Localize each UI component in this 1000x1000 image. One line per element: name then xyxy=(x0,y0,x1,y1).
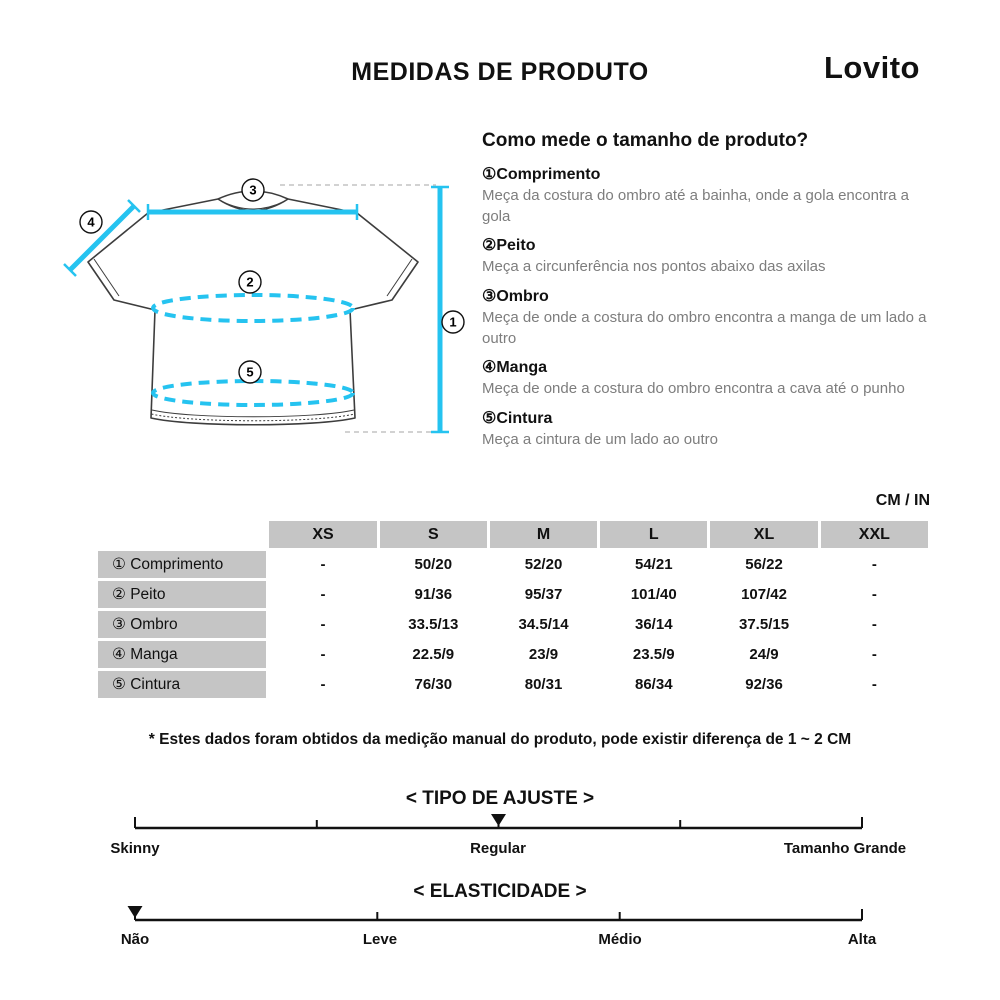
elasticity-marker xyxy=(128,906,143,918)
column-header-xl: XL xyxy=(710,521,817,548)
table-row-cintura xyxy=(98,671,928,698)
sleeve-number: 4 xyxy=(87,214,95,230)
column-header-xs: XS xyxy=(269,521,376,548)
elasticity-label-medio: Médio xyxy=(598,931,642,948)
table-row-manga xyxy=(98,641,928,668)
table-row-comprimento xyxy=(98,551,928,578)
column-header-s: S xyxy=(380,521,487,548)
cell-value: 23/9 xyxy=(490,641,597,668)
guide-item-desc: Meça da costura do ombro até a bainha, onde a gola encontra a gola xyxy=(482,187,909,225)
cell-value: 91/36 xyxy=(380,581,487,608)
cell-value: 52/20 xyxy=(490,551,597,578)
cell-value: - xyxy=(821,671,928,698)
cell-value: - xyxy=(269,611,376,638)
cell-value: 37.5/15 xyxy=(710,611,817,638)
guide-item-ombro xyxy=(482,286,934,349)
cell-value: 50/20 xyxy=(380,551,487,578)
elasticity-slider-scale xyxy=(0,904,1000,926)
fit-label-tamanho-grande: Tamanho Grande xyxy=(783,840,907,857)
measurement-disclaimer: * Estes dados foram obtidos da medição manual do produto, pode existir diferença de 1 ~ 2 CM xyxy=(148,731,852,748)
tshirt-outline xyxy=(88,191,418,425)
fit-slider-scale xyxy=(0,812,1000,834)
row-label: ① Comprimento xyxy=(98,551,266,578)
guide-item-label: ③Ombro xyxy=(482,288,549,306)
size-table xyxy=(95,518,931,701)
elasticity-label-leve: Leve xyxy=(362,931,398,948)
table-corner-cell xyxy=(98,521,266,548)
cell-value: 23.5/9 xyxy=(600,641,707,668)
fit-marker xyxy=(491,814,506,826)
cell-value: - xyxy=(821,581,928,608)
cell-value: 33.5/13 xyxy=(380,611,487,638)
cell-value: - xyxy=(821,551,928,578)
shoulder-number: 3 xyxy=(249,182,257,198)
waist-number: 5 xyxy=(246,364,254,380)
guide-item-label: ⑤Cintura xyxy=(482,410,553,428)
cell-value: - xyxy=(821,641,928,668)
guide-item-label: ①Comprimento xyxy=(482,166,601,183)
cell-value: 92/36 xyxy=(710,671,817,698)
cell-value: - xyxy=(269,641,376,668)
tshirt-measurement-diagram xyxy=(30,160,480,470)
guide-item-desc: Meça de onde a costura do ombro encontra a cava até o punho xyxy=(482,380,905,398)
guide-heading: Como mede o tamanho de produto? xyxy=(482,130,809,151)
page-title: MEDIDAS DE PRODUTO xyxy=(351,58,649,86)
table-header-row xyxy=(98,521,928,548)
cell-value: 22.5/9 xyxy=(380,641,487,668)
cell-value: - xyxy=(269,671,376,698)
chest-number: 2 xyxy=(246,274,254,290)
guide-item-desc: Meça a cintura de um lado ao outro xyxy=(482,431,718,449)
brand-logo: Lovito xyxy=(824,50,920,85)
table-row-ombro xyxy=(98,611,928,638)
cell-value: 24/9 xyxy=(710,641,817,668)
guide-item-label: ②Peito xyxy=(482,237,536,255)
cell-value: 34.5/14 xyxy=(490,611,597,638)
fit-label-skinny: Skinny xyxy=(110,840,160,857)
length-number: 1 xyxy=(449,314,457,330)
cell-value: 56/22 xyxy=(710,551,817,578)
guide-item-cintura xyxy=(482,408,934,451)
cell-value: 95/37 xyxy=(490,581,597,608)
cell-value: 54/21 xyxy=(600,551,707,578)
guide-item-peito xyxy=(482,235,934,278)
cell-value: - xyxy=(269,581,376,608)
table-row-peito xyxy=(98,581,928,608)
elasticity-slider-title: < ELASTICIDADE > xyxy=(413,881,587,902)
cell-value: - xyxy=(821,611,928,638)
cell-value: 80/31 xyxy=(490,671,597,698)
cell-value: 107/42 xyxy=(710,581,817,608)
row-label: ② Peito xyxy=(98,581,266,608)
cell-value: 86/34 xyxy=(600,671,707,698)
fit-slider-title: < TIPO DE AJUSTE > xyxy=(405,788,595,809)
column-header-l: L xyxy=(600,521,707,548)
elasticity-label-nao: Não xyxy=(120,931,150,948)
cell-value: 36/14 xyxy=(600,611,707,638)
fit-label-regular: Regular xyxy=(470,840,526,857)
column-header-xxl: XXL xyxy=(821,521,928,548)
guide-item-comprimento xyxy=(482,164,934,227)
guide-item-desc: Meça a circunferência nos pontos abaixo das axilas xyxy=(482,258,826,276)
row-label: ③ Ombro xyxy=(98,611,266,638)
guide-item-label: ④Manga xyxy=(482,359,548,377)
column-header-m: M xyxy=(490,521,597,548)
cell-value: 101/40 xyxy=(600,581,707,608)
row-label: ④ Manga xyxy=(98,641,266,668)
guide-item-desc: Meça de onde a costura do ombro encontra a manga de um lado a outro xyxy=(482,309,927,347)
cell-value: - xyxy=(269,551,376,578)
cell-value: 76/30 xyxy=(380,671,487,698)
row-label: ⑤ Cintura xyxy=(98,671,266,698)
elasticity-label-alta: Alta xyxy=(847,931,877,948)
units-label: CM / IN xyxy=(875,492,930,509)
measure-guide xyxy=(482,130,934,451)
guide-item-manga xyxy=(482,357,934,400)
